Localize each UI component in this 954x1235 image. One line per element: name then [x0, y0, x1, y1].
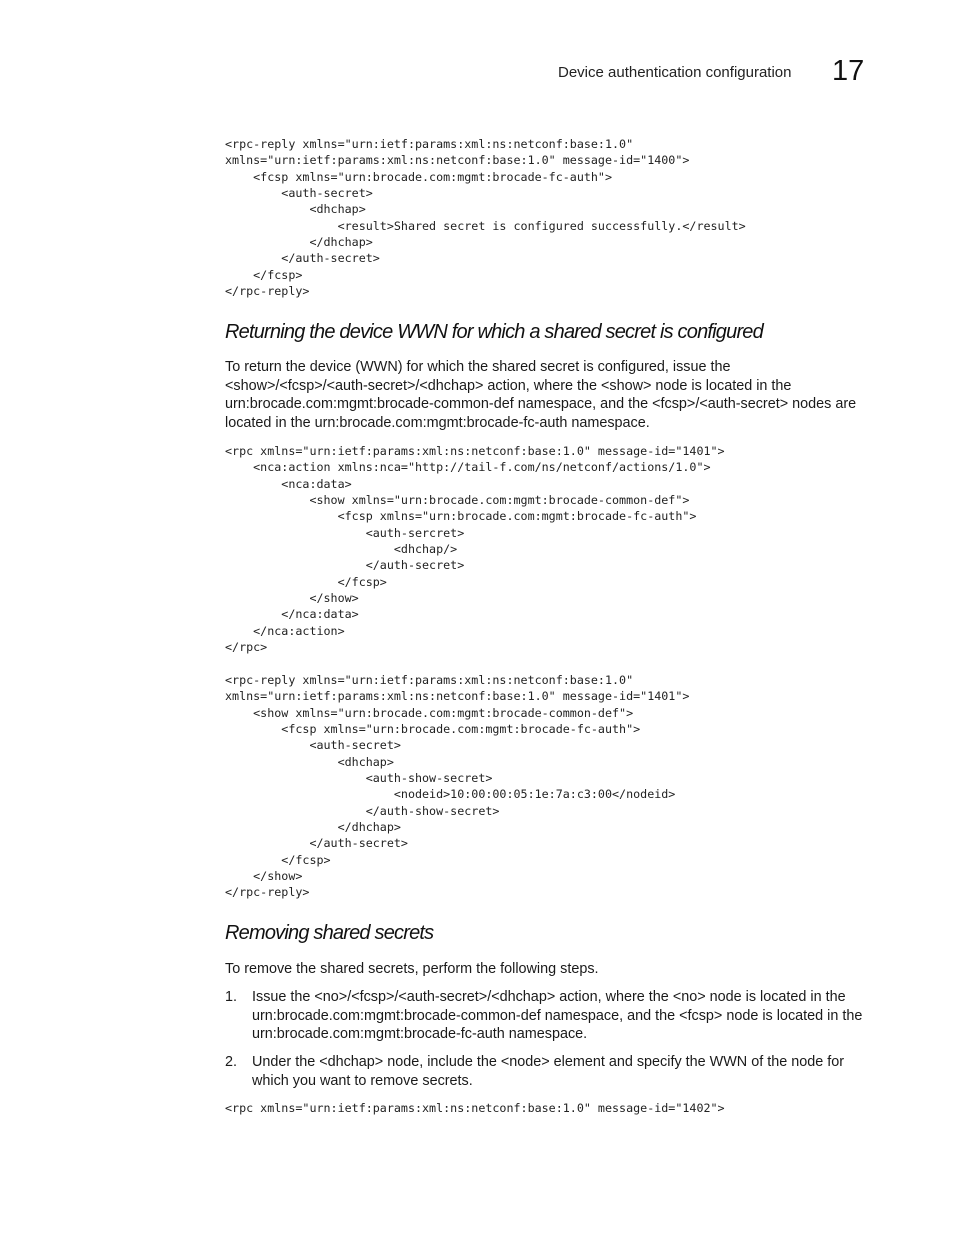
- list-item: [225, 988, 870, 1044]
- step-text: Under the <dhchap> node, include the <node> element and specify the WWN of the node for which you want to remove secrets.: [252, 1054, 845, 1089]
- step-number: 1.: [225, 989, 238, 1005]
- step-text: Issue the <no>/<fcsp>/<auth-secret>/<dhchap> action, where the <no> node is located in the urn:brocade.com:mgmt:brocade-common-def namespace, and the <fcsp> node is located in the urn:brocade.com:mgmt:brocade-fc-auth namespace.: [252, 989, 863, 1043]
- section-heading-remove-secrets: Removing shared secrets: [225, 922, 434, 944]
- section-heading-return-wwn: Returning the device WWN for which a shared secret is configured: [225, 321, 763, 343]
- code-block-rpc-1402: <rpc xmlns="urn:ietf:params:xml:ns:netconf:base:1.0" message-id="1402">: [225, 1101, 725, 1115]
- section-intro-remove-secrets: To remove the shared secrets, perform the following steps.: [225, 961, 599, 977]
- list-item: [225, 1053, 870, 1090]
- code-block-rpc-1401: <rpc xmlns="urn:ietf:params:xml:ns:netconf:base:1.0" message-id="1401"> <nca:action xmlns:nca="http://tail-f.com/ns/netconf/actions/1.0"> <nca:data> <show xmlns="urn:brocade.com:mgmt:brocade-common-def"> <fcsp xmlns="urn:brocade.com:mgmt:brocade-fc-auth"> <auth-sercret> <dhchap/> </auth-secret> </fcsp> </show> </nca:data> </nca:action> </rpc>: [225, 444, 725, 655]
- chapter-number: 17: [832, 55, 865, 87]
- section-paragraph-return-wwn: To return the device (WWN) for which the shared secret is configured, issue the <show>/<fcsp>/<auth-secret>/<dhchap> action, where the <show> node is located in the urn:brocade.com:mgmt:brocade-common-def namespace, and the <fcsp>/<auth-secret> nodes are located in the urn:brocade.com:mgmt:brocade-fc-auth namespace.: [225, 359, 857, 432]
- code-block-rpc-reply-1401: <rpc-reply xmlns="urn:ietf:params:xml:ns:netconf:base:1.0" xmlns="urn:ietf:params:xml:ns:netconf:base:1.0" message-id="1401"> <show xmlns="urn:brocade.com:mgmt:brocade-common-def"> <fcsp xmlns="urn:brocade.com:mgmt:brocade-fc-auth"> <auth-secret> <dhchap> <auth-show-secret> <nodeid>10:00:00:05:1e:7a:c3:00</nodeid> </auth-show-secret> </dhchap> </auth-secret> </fcsp> </show> </rpc-reply>: [225, 673, 690, 900]
- code-block-rpc-reply-1400: <rpc-reply xmlns="urn:ietf:params:xml:ns:netconf:base:1.0" xmlns="urn:ietf:params:xml:ns:netconf:base:1.0" message-id="1400"> <fcsp xmlns="urn:brocade.com:mgmt:brocade-fc-auth"> <auth-secret> <dhchap> <result>Shared secret is configured successfully.</result> </dhchap> </auth-secret> </fcsp> </rpc-reply>: [225, 137, 746, 299]
- step-number: 2.: [225, 1054, 238, 1070]
- running-header-title: Device authentication configuration: [558, 64, 792, 81]
